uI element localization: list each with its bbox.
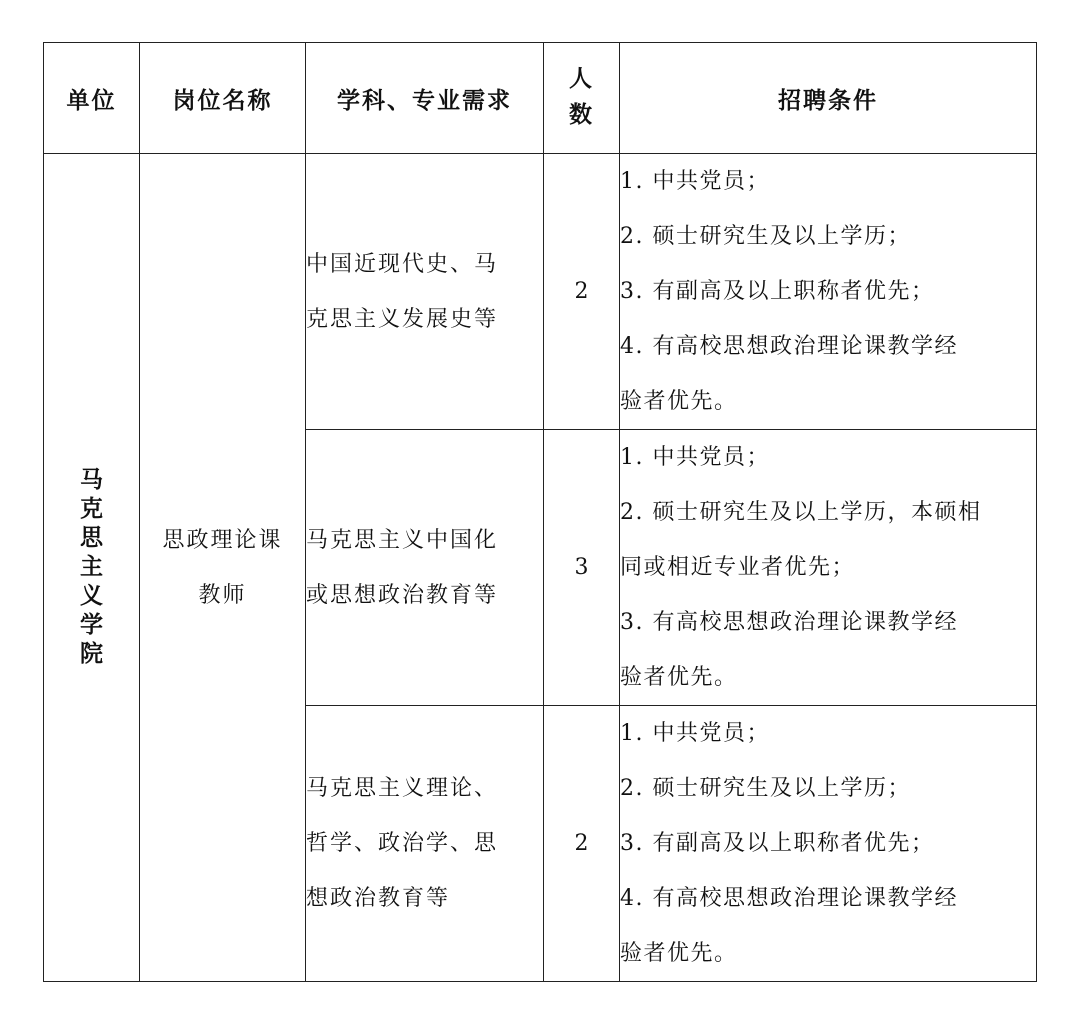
recruitment-table (43, 42, 1037, 982)
header-post-name: 岗位名称 (140, 43, 306, 154)
post-name-cell (140, 154, 306, 982)
subject-cell (306, 430, 544, 706)
header-headcount-line2: 数 (569, 102, 594, 128)
subject-line: 马克思主义中国化 (306, 527, 499, 553)
subject-line: 或思想政治教育等 (306, 582, 499, 608)
conditions-cell (620, 154, 1037, 430)
condition-item: 2. 硕士研究生及以上学历； (620, 776, 911, 801)
header-subject-requirement: 学科、专业需求 (306, 43, 544, 154)
condition-item: 验者优先。 (620, 941, 738, 966)
conditions-cell (620, 706, 1037, 982)
table-row (44, 154, 1037, 430)
unit-cell (44, 154, 140, 982)
header-headcount (544, 43, 620, 154)
subject-line: 克思主义发展史等 (306, 306, 499, 332)
post-name-line1: 思政理论课 (162, 527, 283, 553)
subject-line: 马克思主义理论、 (306, 776, 499, 801)
conditions-cell (620, 430, 1037, 706)
headcount-cell: 3 (544, 430, 620, 706)
table-header-row (44, 43, 1037, 154)
condition-item: 2. 硕士研究生及以上学历，本硕相 (620, 500, 982, 525)
condition-item: 同或相近专业者优先； (620, 555, 856, 580)
condition-item: 验者优先。 (620, 665, 738, 690)
condition-item: 3. 有副高及以上职称者优先； (620, 279, 935, 304)
subject-line: 中国近现代史、马 (306, 251, 499, 277)
condition-item: 3. 有副高及以上职称者优先； (620, 831, 935, 856)
condition-item: 1. 中共党员； (620, 169, 770, 194)
condition-item: 4. 有高校思想政治理论课教学经 (620, 334, 958, 359)
header-headcount-line1: 人 (569, 66, 594, 93)
subject-cell (306, 706, 544, 982)
subject-cell (306, 154, 544, 430)
header-unit: 单位 (44, 43, 140, 154)
condition-item: 2. 硕士研究生及以上学历； (620, 224, 911, 249)
condition-item: 3. 有高校思想政治理论课教学经 (620, 610, 958, 635)
condition-item: 1. 中共党员； (620, 721, 770, 746)
subject-line: 哲学、政治学、思 (306, 831, 499, 856)
subject-line: 想政治教育等 (306, 886, 451, 911)
unit-name: 马克思主义学院 (80, 467, 103, 667)
post-name-line2: 教师 (198, 582, 247, 608)
headcount-cell: 2 (544, 706, 620, 982)
condition-item: 4. 有高校思想政治理论课教学经 (620, 886, 958, 911)
headcount-cell: 2 (544, 154, 620, 430)
condition-item: 1. 中共党员； (620, 445, 770, 470)
header-recruitment-conditions: 招聘条件 (620, 43, 1037, 154)
condition-item: 验者优先。 (620, 389, 738, 414)
